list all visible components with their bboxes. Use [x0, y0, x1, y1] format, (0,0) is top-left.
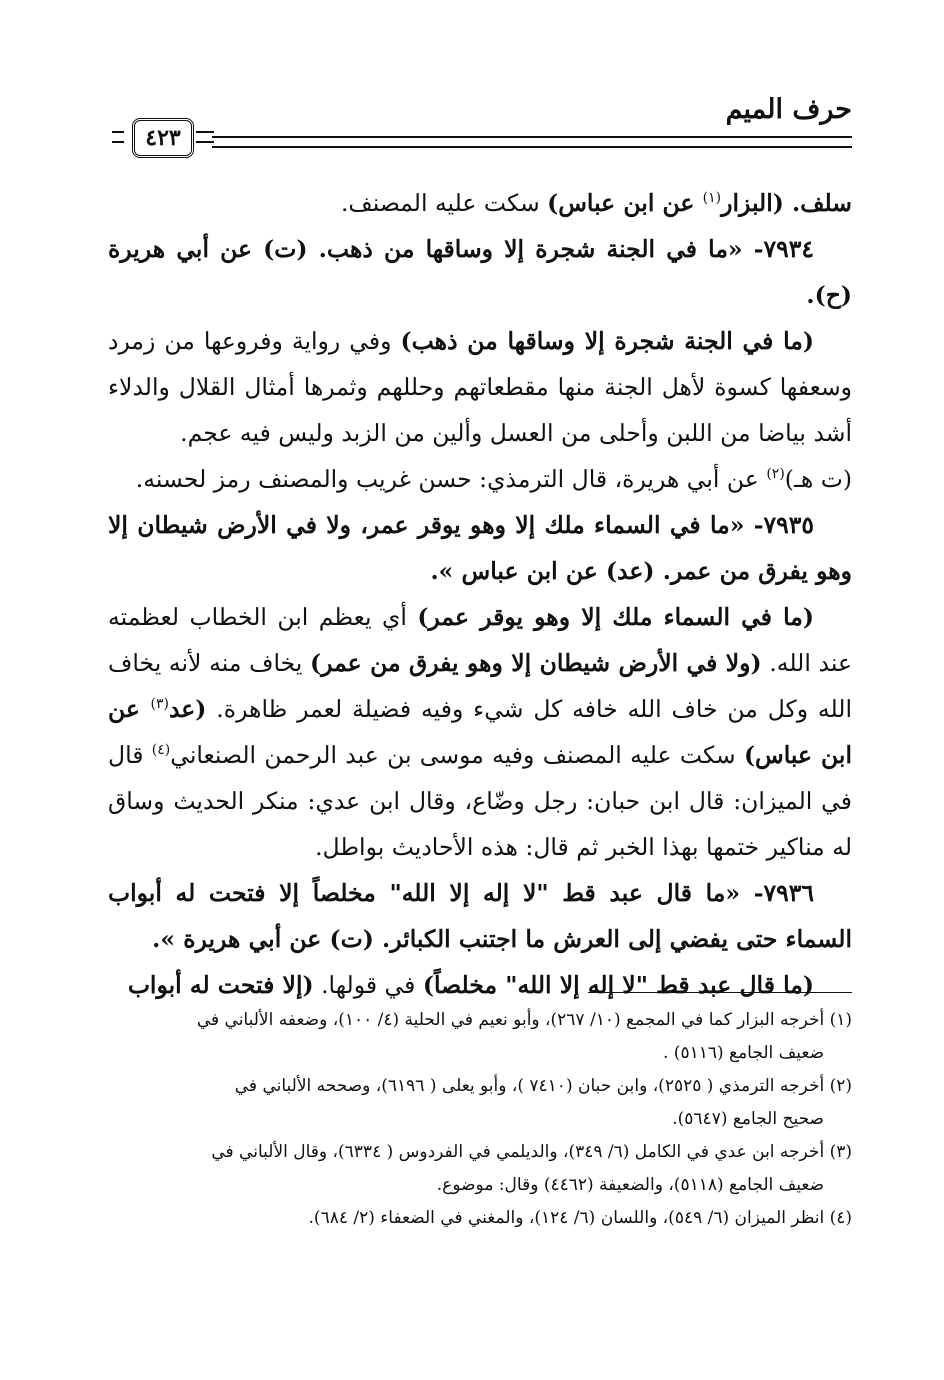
commentary-7934-source: (ت هـ)$^{(٢)}$ عن أبي هريرة، قال الترمذي: حسن غريب والمصنف رمز لحسنه. — [135, 465, 852, 493]
footnote-2-continuation: صحيح الجامع (٥٦٤٧). — [672, 1109, 824, 1129]
page-number: ٤٢٣ — [145, 125, 181, 151]
footnote-2: (٢) أخرجه الترمذي ( ٢٥٢٥)، وابن حبان (٧٤١٠ )، وأبو يعلى ( ٦١٩٦)، وصححه الألباني في — [234, 1076, 852, 1096]
page-number-box — [132, 118, 194, 158]
running-head: حرف الميم — [725, 94, 852, 125]
footnote-1-continuation: ضعيف الجامع (٥١١٦) . — [663, 1043, 824, 1063]
commentary-7936: (ما قال عبد قط "لا إله إلا الله" مخلصاً) في قولها. (إلا فتحت له أبواب — [127, 971, 814, 999]
header-rule-connector — [196, 131, 214, 143]
hadith-7934: ٧٩٣٤- «ما في الجنة شجرة إلا وساقها من ذهب. (ت) عن أبي هريرة (ح). — [108, 235, 852, 309]
paragraph-continuation: سلف. (البزار$^{(١)}$ عن ابن عباس) سكت عليه المصنف. — [340, 189, 852, 217]
commentary-7934: (ما في الجنة شجرة إلا وساقها من ذهب) وفي رواية وفروعها من زمرد وسعفها كسوة لأهل الجنة منها مقطعاتهم وحللهم وثمرها أمثال القلال والدلاء أشد بياضا من اللبن وأحلى من العسل وألين من الزبد وليس فيه عجم. — [108, 327, 852, 447]
footnote-separator — [588, 992, 852, 993]
hadith-7935: ٧٩٣٥- «ما في السماء ملك إلا وهو يوقر عمر، ولا في الأرض شيطان إلا وهو يفرق من عمر. (عد) عن ابن عباس ». — [108, 511, 852, 585]
hadith-7936: ٧٩٣٦- «ما قال عبد قط "لا إله إلا الله" مخلصاً إلا فتحت له أبواب السماء حتى يفضي إلى العرش ما اجتنب الكبائر. (ت) عن أبي هريرة ». — [108, 879, 852, 953]
main-text — [108, 180, 852, 1008]
footnote-3-continuation: ضعيف الجامع (٥١١٨)، والضعيفة (٤٤٦٢) وقال: موضوع. — [436, 1175, 824, 1195]
footnote-1: (١) أخرجه البزار كما في المجمع (١٠/ ٢٦٧)، وأبو نعيم في الحلية (٤/ ١٠٠)، وضعفه الألباني في — [196, 1010, 852, 1030]
footnote-4: (٤) انظر الميزان (٦/ ٥٤٩)، واللسان (٦/ ١٢٤)، والمغني في الضعفاء (٢/ ٦٨٤). — [308, 1208, 852, 1228]
footnotes — [108, 1004, 852, 1235]
commentary-7935: (ما في السماء ملك إلا وهو يوقر عمر) أي يعظم ابن الخطاب لعظمته عند الله. (ولا في الأرض شيطان إلا وهو يفرق من عمر) يخاف منه لأنه يخاف الله وكل من خاف الله خافه كل شيء وفيه فضيلة لعمر ظاهرة. (عد$^{(٣)}$ عن ابن عباس) سكت عليه المصنف وفيه موسى بن عبد الرحمن الصنعاني$^{(٤)}$ قال في الميزان: قال ابن حبان: رجل وضّاع، وقال ابن عدي: منكر الحديث وساق له مناكير ختمها بهذا الخبر ثم قال: هذه الأحاديث بواطل. — [108, 603, 852, 861]
header-rule — [212, 136, 852, 148]
footnote-3: (٣) أخرجه ابن عدي في الكامل (٦/ ٣٤٩)، والديلمي في الفردوس ( ٦٣٣٤)، وقال الألباني في — [211, 1142, 852, 1162]
header-rule-end — [112, 131, 124, 143]
